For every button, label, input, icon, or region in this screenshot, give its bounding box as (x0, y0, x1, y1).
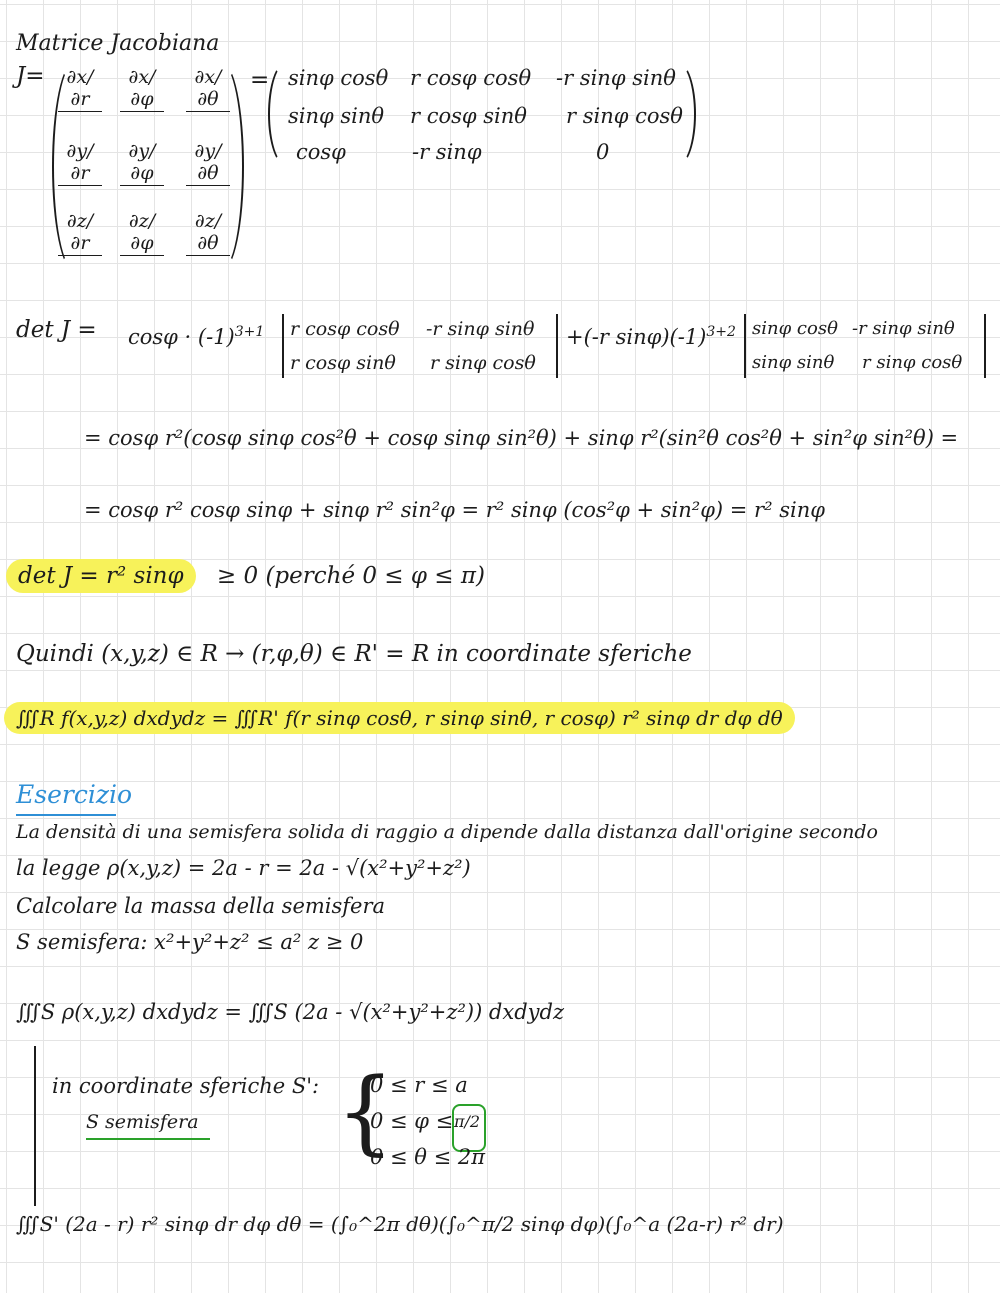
phi-bound: π/2 (453, 1112, 481, 1131)
det-term1-exp: 3+1 (234, 324, 265, 340)
j-33: 0 (596, 140, 610, 164)
condition-theta: 0 ≤ θ ≤ 2π (370, 1145, 486, 1169)
m1-12: -r sinφ sinθ (426, 318, 535, 340)
j-22: r cosφ sinθ (410, 104, 527, 128)
mass-integral: ∭S ρ(x,y,z) dxdydz = ∭S (2a - √(x²+y²+z²)) dxdydz (16, 1000, 565, 1024)
j-23: r sinφ cosθ (566, 104, 683, 128)
m2-11: sinφ cosθ (752, 318, 838, 339)
system-brace: { (336, 1058, 395, 1165)
partial-y-phi: ∂y/∂φ (120, 140, 164, 186)
exercise-title-underline (16, 814, 116, 816)
final-integral: ∭S' (2a - r) r² sinφ dr dφ dθ = (∫₀^2π dθ)(∫₀^π/2 sinφ dφ)(∫₀^a (2a-r) r² dr) (16, 1212, 784, 1236)
partial-z-theta: ∂z/∂θ (186, 210, 230, 256)
partial-z-r: ∂z/∂r (58, 210, 102, 256)
det-result-highlight: det J = r² sinφ (6, 559, 196, 593)
spherical-formula-row (4, 704, 795, 732)
det-term2-coef: +(-r $\sin\varphi)(-1)^{3+2}$ (566, 324, 736, 349)
jacobian-equals: = (250, 67, 270, 93)
exercise-line3: Calcolare la massa della semisfera (16, 894, 386, 918)
m2-21: sinφ sinθ (752, 352, 835, 373)
exercise-line4: S semisfera: x²+y²+z² ≤ a² z ≥ 0 (16, 930, 364, 954)
m1-22: r sinφ cosθ (430, 352, 536, 374)
exercise-line1: La densità di una semisfera solida di raggio a dipende dalla distanza dall'origine secondo (16, 821, 878, 843)
jacobian-label: J= (16, 63, 45, 89)
det-step1: = cosφ r²(cosφ sinφ cos²θ + cosφ sinφ sin²θ) + sinφ r²(sin²θ cos²θ + sin²φ sin²θ) = (84, 426, 959, 450)
partial-z-phi: ∂z/∂φ (120, 210, 164, 256)
note-margin-bar (34, 1046, 36, 1206)
j-21: sinφ sinθ (288, 104, 385, 128)
j-31: cosφ (296, 140, 346, 164)
semisfera-underline (86, 1138, 210, 1140)
partial-x-phi: ∂x/∂φ (120, 66, 164, 112)
det-result-row (6, 562, 485, 590)
note-line1: in coordinate sferiche S': (52, 1074, 320, 1098)
note-line2: S semisfera (86, 1111, 199, 1133)
m1-11: r cosφ cosθ (290, 318, 400, 340)
partial-x-theta: ∂x/∂θ (186, 66, 230, 112)
det-term2-exp: 3+2 (706, 324, 736, 340)
minor1-left-bar (282, 314, 284, 378)
j-12: r cosφ cosθ (410, 66, 532, 90)
condition-phi: 0 ≤ φ ≤ (370, 1109, 454, 1133)
minor2-left-bar (744, 314, 746, 378)
j-13: -r sinφ sinθ (556, 66, 676, 90)
spherical-formula: ∭R f(x,y,z) dxdydz = ∭R' f(r sinφ cosθ, r sinφ sinθ, r cosφ) r² sinφ dr dφ dθ (4, 702, 795, 734)
quindi-line: Quindi (x,y,z) ∈ R → (r,φ,θ) ∈ R' = R in coordinate sferiche (16, 641, 692, 667)
j-11: sinφ cosθ (288, 66, 389, 90)
condition-r: 0 ≤ r ≤ a (370, 1073, 468, 1097)
partial-y-r: ∂y/∂r (58, 140, 102, 186)
exercise-title: Esercizio (16, 780, 133, 809)
det-term1-coef: $\cos\varphi \cdot (-1)^{3+1}$ (128, 324, 265, 349)
m2-22: r sinφ cosθ (862, 352, 963, 373)
det-step2: = cosφ r² cosφ sinφ + sinφ r² sin²φ = r² sinφ (cos²φ + sin²φ) = r² sinφ (84, 498, 825, 522)
det-prefix: det J = (16, 317, 97, 343)
m2-12: -r sinφ sinθ (852, 318, 955, 339)
minor2-right-bar (984, 314, 986, 378)
exercise-line2: la legge ρ(x,y,z) = 2a - r = 2a - √(x²+y²+z²) (16, 856, 471, 880)
m1-21: r cosφ sinθ (290, 352, 396, 374)
det-result-note: ≥ 0 (perché 0 ≤ φ ≤ π) (216, 563, 485, 589)
partial-y-theta: ∂y/∂θ (186, 140, 230, 186)
page-title: Matrice Jacobiana (16, 31, 220, 56)
minor1-right-bar (556, 314, 558, 378)
partial-x-r: ∂x/∂r (58, 66, 102, 112)
j-32: -r sinφ (412, 140, 482, 164)
